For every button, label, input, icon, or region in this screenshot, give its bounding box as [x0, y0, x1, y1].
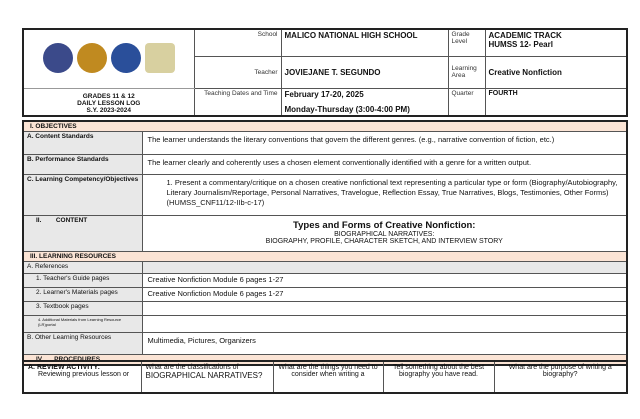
tg-value: Creative Nonfiction Module 6 pages 1-27 — [142, 274, 627, 288]
review-q1: What are the classifications of BIOGRAPHICAL NARRATIVES? — [141, 361, 273, 393]
procedures-heading: IV. PROCEDURES — [23, 355, 627, 366]
header-table — [22, 28, 628, 117]
resources-heading: III. LEARNING RESOURCES — [23, 252, 627, 262]
content-standards: The learner understands the literary conventions that govern the different genres. (e.g., narrative convention of fiction, etc.) — [142, 132, 627, 155]
other-resources-label: B. Other Learning Resources — [23, 333, 142, 355]
tg-label: 1. Teacher's Guide pages — [23, 274, 142, 288]
references-label: A. References — [23, 262, 142, 274]
dates-label: Teaching Dates and Time — [194, 88, 281, 116]
content-label: II. CONTENT — [23, 216, 142, 252]
procedures-table — [22, 360, 628, 394]
teacher-value: JOVIEJANE T. SEGUNDO — [281, 56, 448, 88]
lm-label: 2. Learner's Materials pages — [23, 288, 142, 302]
quarter-label: Quarter — [448, 88, 485, 116]
lesson-table — [22, 120, 628, 366]
tb-label: 3. Textbook pages — [23, 302, 142, 316]
other-resources: Multimedia, Pictures, Organizers — [142, 333, 627, 355]
grade-value: ACADEMIC TRACK HUMSS 12- Pearl — [485, 29, 627, 56]
review-q4: What are the purpose of writing a biography? — [494, 361, 627, 393]
content-value: Types and Forms of Creative Nonfiction: BIOGRAPHICAL NARRATIVES: BIOGRAPHY, PROFILE, CHARACTER SKETCH, AND INTERVIEW STORY — [142, 216, 627, 252]
quarter-value: FOURTH — [485, 88, 627, 116]
objectives-heading: I. OBJECTIVES — [23, 121, 627, 132]
school-seal-logo — [145, 43, 175, 73]
performance-standards: The learner clearly and coherently uses a chosen element conventionally identified with a genre for a written output. — [142, 155, 627, 175]
review-q3: Tell something about the best biography you have read. — [383, 361, 494, 393]
competency: 1. Present a commentary/critique on a chosen creative nonfictional text representing a particular type or form (Biography/Autobiography, Literary Journalism/Reportage, Personal Narratives, Travelogue, Reflection Essay, True Narratives, Blogs, Testimonies, Other Forms) (HUMSS_CNF11/12-IIb-c-17) — [142, 175, 627, 216]
content-standards-label: A. Content Standards — [23, 132, 142, 155]
region-seal-logo — [77, 43, 107, 73]
teacher-label: Teacher — [194, 56, 281, 88]
deped-seal-logo — [43, 43, 73, 73]
area-label: Learning Area — [448, 56, 485, 88]
am-label: 4. Additional Materials from Learning Resource (LR)portal — [23, 316, 142, 333]
school-value: MALICO NATIONAL HIGH SCHOOL — [281, 29, 448, 56]
review-q2: What are the things you need to consider when writing a — [273, 361, 383, 393]
log-title: GRADES 11 & 12 DAILY LESSON LOG S.Y. 2023-2024 — [23, 88, 194, 116]
grade-label: Grade Level — [448, 29, 485, 56]
review-label: A. REVIEW ACTIVITY: Reviewing previous lesson or — [23, 361, 141, 393]
performance-standards-label: B. Performance Standards — [23, 155, 142, 175]
lm-value: Creative Nonfiction Module 6 pages 1-27 — [142, 288, 627, 302]
school-label: School — [194, 29, 281, 56]
dates-value: February 17-20, 2025 Monday-Thursday (3:00-4:00 PM) — [281, 88, 448, 116]
area-value: Creative Nonfiction — [485, 56, 627, 88]
competency-label: C. Learning Competency/Objectives — [23, 175, 142, 216]
logos — [23, 29, 194, 88]
division-seal-logo — [111, 43, 141, 73]
